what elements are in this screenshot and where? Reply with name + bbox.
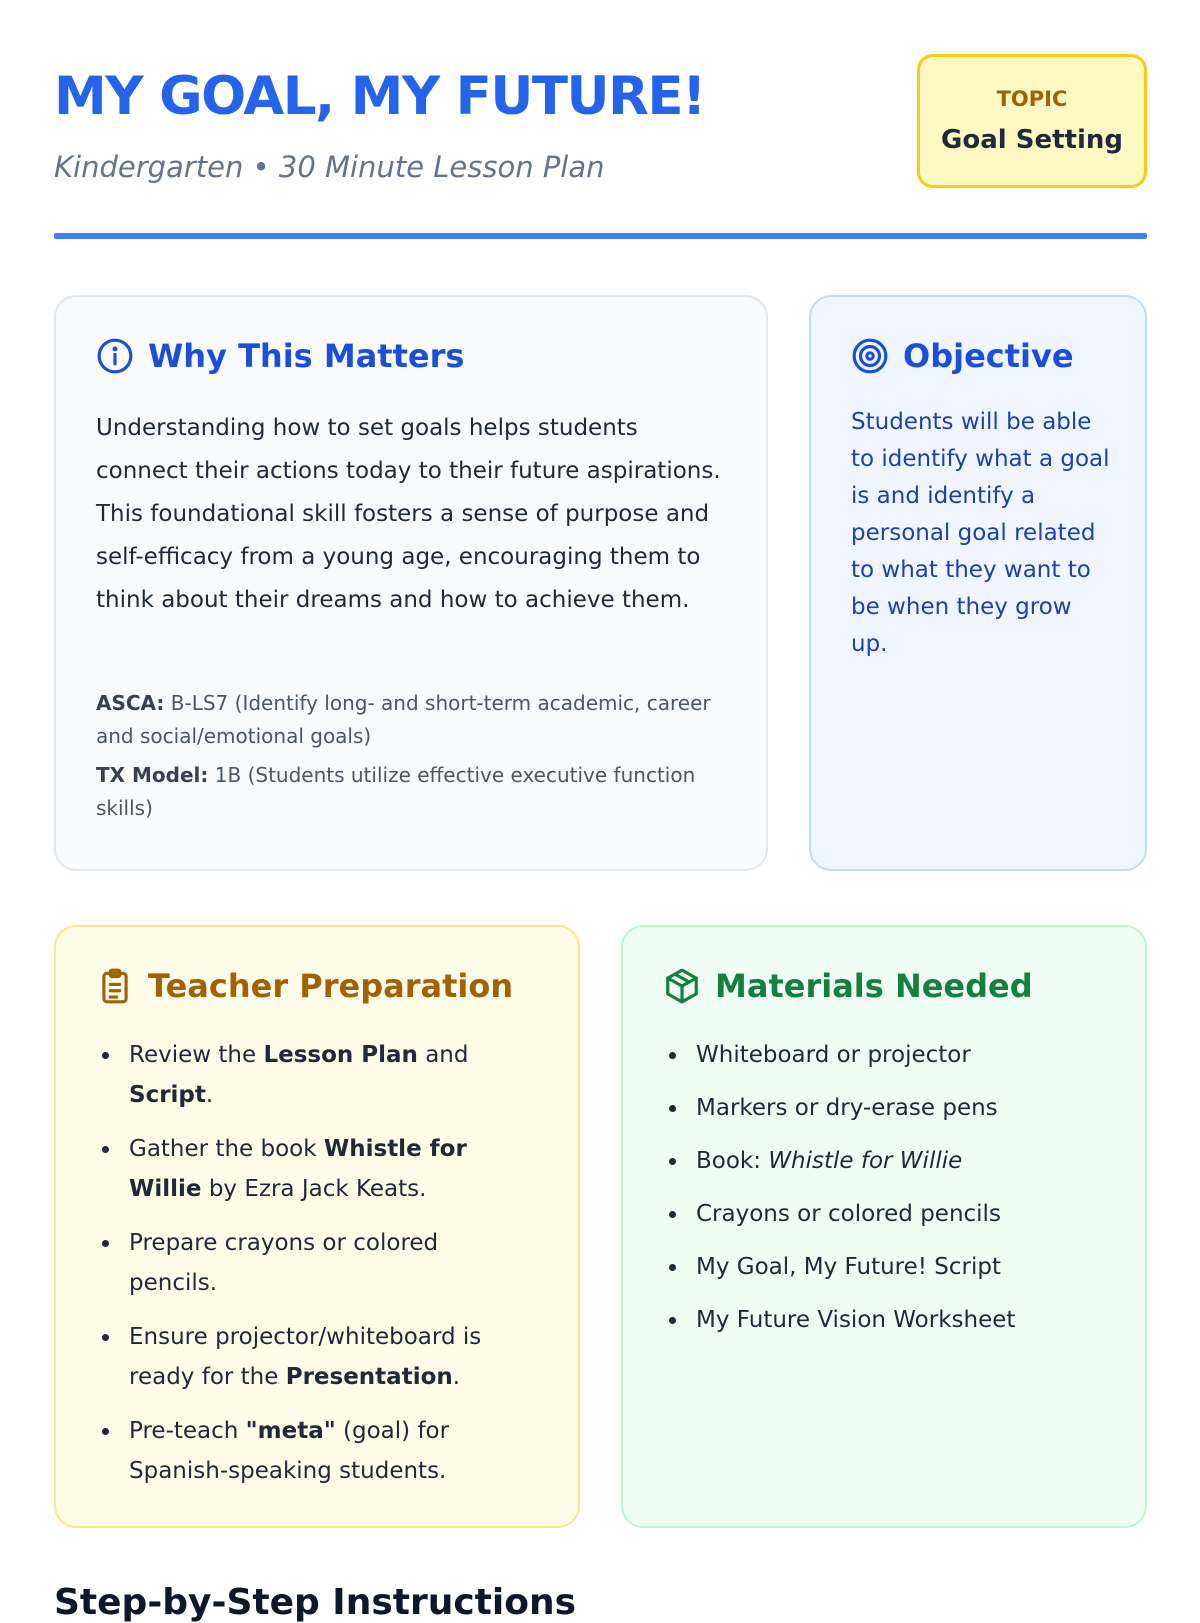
list-item: My Future Vision Worksheet [696, 1300, 1136, 1340]
list-item: My Goal, My Future! Script [696, 1247, 1136, 1287]
list-item: Review the Lesson Plan and Script. [129, 1035, 529, 1115]
prep-list [96, 1035, 529, 1505]
lesson-plan-page [54, 0, 1147, 1623]
objective-heading-text: Objective [903, 337, 1074, 375]
materials-heading [663, 967, 1033, 1005]
why-heading-text: Why This Matters [148, 337, 465, 375]
list-item: Markers or dry-erase pens [696, 1088, 1136, 1128]
list-item: Gather the book Whistle for Willie by Ezra Jack Keats. [129, 1129, 529, 1209]
tx-label: TX Model: [96, 763, 209, 787]
box-icon [663, 967, 701, 1005]
target-icon [851, 337, 889, 375]
objective-card [809, 295, 1147, 871]
materials-list [663, 1035, 1136, 1353]
clipboard-icon [96, 967, 134, 1005]
step-by-step-heading: Step-by-Step Instructions [54, 1582, 577, 1623]
prep-heading-text: Teacher Preparation [148, 967, 514, 1005]
asca-standard [96, 687, 726, 753]
list-item: Whiteboard or projector [696, 1035, 1136, 1075]
objective-body: Students will be able to identify what a goal is and identify a personal goal related to what they want to be when they grow up. [851, 409, 1110, 657]
tx-text: 1B (Students utilize effective executive function skills) [96, 763, 696, 820]
why-body: Understanding how to set goals helps students connect their actions today to their future aspirations. This foundational skill fosters a sense of purpose and self-efficacy from a young age, encouraging them to think about their dreams and how to achieve them. [96, 415, 721, 613]
teacher-preparation-card [54, 925, 580, 1528]
page-title: MY GOAL, MY FUTURE! [54, 66, 705, 127]
list-item: Prepare crayons or colored pencils. [129, 1223, 529, 1303]
tx-standard [96, 759, 726, 825]
list-item: Ensure projector/whiteboard is ready for the Presentation. [129, 1317, 529, 1397]
standards [96, 687, 726, 831]
topic-badge [917, 54, 1147, 188]
materials-needed-card [621, 925, 1147, 1528]
objective-heading [851, 337, 1074, 375]
page-subtitle: Kindergarten • 30 Minute Lesson Plan [54, 150, 605, 184]
topic-value: Goal Setting [941, 125, 1123, 155]
prep-heading [96, 967, 513, 1005]
list-item: Pre-teach "meta" (goal) for Spanish-speaking students. [129, 1411, 529, 1491]
list-item: Crayons or colored pencils [696, 1194, 1136, 1234]
why-this-matters-card [54, 295, 768, 871]
header-divider [54, 233, 1147, 239]
topic-label: TOPIC [996, 87, 1068, 111]
list-item: Book: Whistle for Willie [696, 1141, 1136, 1181]
header [54, 0, 1147, 240]
materials-heading-text: Materials Needed [715, 967, 1033, 1005]
asca-label: ASCA: [96, 691, 165, 715]
info-icon [96, 337, 134, 375]
asca-text: B-LS7 (Identify long- and short-term academic, career and social/emotional goals) [96, 691, 711, 748]
why-heading [96, 337, 464, 375]
